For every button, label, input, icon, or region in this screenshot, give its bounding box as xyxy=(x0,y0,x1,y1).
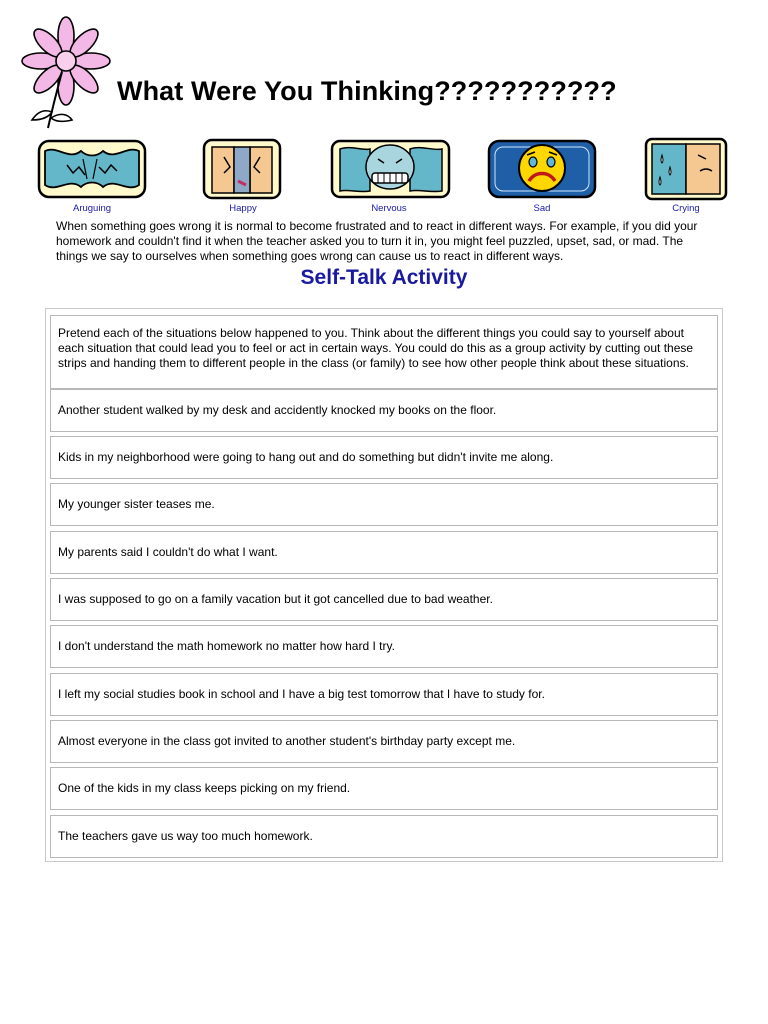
situation-text: One of the kids in my class keeps picking on my friend. xyxy=(58,781,351,795)
arguing-face-icon xyxy=(37,137,147,201)
face-label-sad: Sad xyxy=(533,203,551,214)
situation-text: The teachers gave us way too much homework. xyxy=(58,829,313,843)
face-label-arguing: Aruguing xyxy=(72,203,112,214)
nervous-face-icon xyxy=(330,137,451,201)
situation-text: Kids in my neighborhood were going to hang out and do something but didn't invite me along. xyxy=(58,450,554,464)
instructions-cell xyxy=(50,315,718,389)
situation-row xyxy=(50,389,718,432)
crying-face-icon xyxy=(644,137,728,201)
situation-row xyxy=(50,483,718,526)
situation-text: I was supposed to go on a family vacation but it got cancelled due to bad weather. xyxy=(58,592,493,606)
situation-row xyxy=(50,436,718,479)
situation-row xyxy=(50,815,718,858)
face-label-nervous: Nervous xyxy=(371,203,407,214)
situation-text: Almost everyone in the class got invited to another student's birthday party except me. xyxy=(58,734,516,748)
page-title: What Were You Thinking??????????? xyxy=(117,76,617,106)
situation-row xyxy=(50,720,718,763)
face-label-crying: Crying xyxy=(672,203,700,214)
situation-row xyxy=(50,578,718,621)
situation-text: Another student walked by my desk and accidently knocked my books on the floor. xyxy=(58,403,497,417)
face-label-happy: Happy xyxy=(229,203,257,214)
happy-face-icon xyxy=(202,137,282,201)
situation-row xyxy=(50,625,718,668)
situation-row xyxy=(50,767,718,810)
situation-text: My parents said I couldn't do what I want. xyxy=(58,545,278,559)
situation-row xyxy=(50,673,718,716)
intro-paragraph: When something goes wrong it is normal to become frustrated and to react in different ways. For example, if you did your homework and couldn't find it when the teacher asked you to turn it in, you might feel puzzled, upset, sad, or mad. The things we say to ourselves when something goes wrong can cause us to react in different ways. xyxy=(56,219,698,263)
situation-text: My younger sister teases me. xyxy=(58,497,215,511)
sad-face-icon xyxy=(487,137,597,201)
activity-table xyxy=(45,308,723,862)
flower-icon xyxy=(18,14,114,134)
situation-text: I don't understand the math homework no matter how hard I try. xyxy=(58,639,395,653)
situation-row xyxy=(50,531,718,574)
situation-text: I left my social studies book in school and I have a big test tomorrow that I have to study for. xyxy=(58,687,545,701)
activity-title: Self-Talk Activity xyxy=(300,266,468,289)
instructions-text: Pretend each of the situations below happened to you. Think about the different things you could say to yourself about each situation that could lead you to feel or act in certain ways. You could do this as a group activity by cutting out these strips and handing them to different people in the class (or family) to see how other people think about these situations. xyxy=(58,326,694,370)
